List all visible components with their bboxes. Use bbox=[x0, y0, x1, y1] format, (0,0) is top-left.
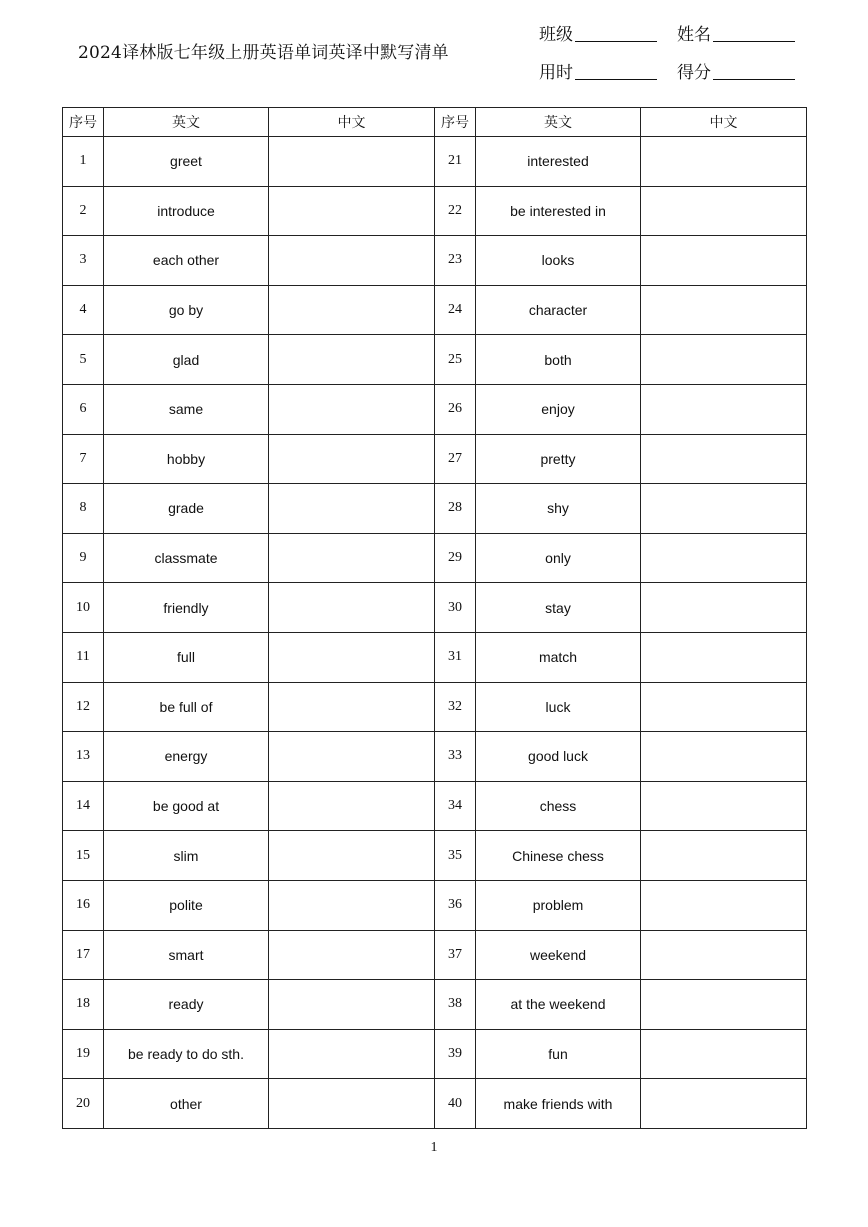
table-row bbox=[63, 732, 807, 782]
name-blank-line[interactable] bbox=[713, 40, 795, 42]
table-row bbox=[63, 682, 807, 732]
number-cell-right: 36 bbox=[435, 880, 476, 930]
chinese-answer-cell-right[interactable] bbox=[641, 880, 807, 930]
english-cell-left: classmate bbox=[104, 533, 269, 583]
english-cell-right: fun bbox=[476, 1029, 641, 1079]
english-cell-left: energy bbox=[104, 732, 269, 782]
table-row bbox=[63, 880, 807, 930]
chinese-answer-cell-right[interactable] bbox=[641, 186, 807, 236]
number-cell-right: 40 bbox=[435, 1079, 476, 1129]
chinese-answer-cell-right[interactable] bbox=[641, 484, 807, 534]
number-cell-right: 27 bbox=[435, 434, 476, 484]
table-row bbox=[63, 930, 807, 980]
number-cell-left: 20 bbox=[63, 1079, 104, 1129]
chinese-answer-cell-left[interactable] bbox=[269, 682, 435, 732]
number-cell-right: 25 bbox=[435, 335, 476, 385]
english-cell-left: glad bbox=[104, 335, 269, 385]
english-cell-left: polite bbox=[104, 880, 269, 930]
number-cell-left: 2 bbox=[63, 186, 104, 236]
english-cell-right: interested bbox=[476, 137, 641, 187]
table-row bbox=[63, 533, 807, 583]
header-number-left: 序号 bbox=[63, 108, 104, 137]
english-cell-left: other bbox=[104, 1079, 269, 1129]
chinese-answer-cell-left[interactable] bbox=[269, 831, 435, 881]
number-cell-right: 35 bbox=[435, 831, 476, 881]
english-cell-left: be full of bbox=[104, 682, 269, 732]
english-cell-right: problem bbox=[476, 880, 641, 930]
chinese-answer-cell-left[interactable] bbox=[269, 533, 435, 583]
number-cell-left: 7 bbox=[63, 434, 104, 484]
chinese-answer-cell-left[interactable] bbox=[269, 335, 435, 385]
chinese-answer-cell-left[interactable] bbox=[269, 980, 435, 1030]
table-row bbox=[63, 781, 807, 831]
chinese-answer-cell-left[interactable] bbox=[269, 1029, 435, 1079]
table-row bbox=[63, 831, 807, 881]
number-cell-left: 1 bbox=[63, 137, 104, 187]
chinese-answer-cell-left[interactable] bbox=[269, 1079, 435, 1129]
table-row bbox=[63, 137, 807, 187]
chinese-answer-cell-left[interactable] bbox=[269, 732, 435, 782]
english-cell-right: chess bbox=[476, 781, 641, 831]
number-cell-left: 19 bbox=[63, 1029, 104, 1079]
number-cell-left: 13 bbox=[63, 732, 104, 782]
english-cell-right: enjoy bbox=[476, 384, 641, 434]
table-row bbox=[63, 384, 807, 434]
english-cell-right: stay bbox=[476, 583, 641, 633]
english-cell-right: only bbox=[476, 533, 641, 583]
english-cell-right: looks bbox=[476, 236, 641, 286]
english-cell-left: full bbox=[104, 632, 269, 682]
english-cell-right: character bbox=[476, 285, 641, 335]
class-blank-line[interactable] bbox=[575, 40, 657, 42]
chinese-answer-cell-right[interactable] bbox=[641, 930, 807, 980]
number-cell-right: 38 bbox=[435, 980, 476, 1030]
chinese-answer-cell-left[interactable] bbox=[269, 434, 435, 484]
chinese-answer-cell-right[interactable] bbox=[641, 533, 807, 583]
number-cell-right: 39 bbox=[435, 1029, 476, 1079]
table-header-row bbox=[63, 108, 807, 137]
time-blank-line[interactable] bbox=[575, 78, 657, 80]
header-english-right: 英文 bbox=[476, 108, 641, 137]
chinese-answer-cell-right[interactable] bbox=[641, 682, 807, 732]
chinese-answer-cell-right[interactable] bbox=[641, 980, 807, 1030]
english-cell-left: go by bbox=[104, 285, 269, 335]
table-row bbox=[63, 186, 807, 236]
english-cell-right: weekend bbox=[476, 930, 641, 980]
table-row bbox=[63, 583, 807, 633]
chinese-answer-cell-right[interactable] bbox=[641, 236, 807, 286]
number-cell-left: 15 bbox=[63, 831, 104, 881]
chinese-answer-cell-right[interactable] bbox=[641, 1079, 807, 1129]
chinese-answer-cell-left[interactable] bbox=[269, 930, 435, 980]
english-cell-left: greet bbox=[104, 137, 269, 187]
chinese-answer-cell-right[interactable] bbox=[641, 781, 807, 831]
table-row bbox=[63, 236, 807, 286]
english-cell-right: be interested in bbox=[476, 186, 641, 236]
chinese-answer-cell-right[interactable] bbox=[641, 1029, 807, 1079]
number-cell-left: 11 bbox=[63, 632, 104, 682]
english-cell-left: smart bbox=[104, 930, 269, 980]
chinese-answer-cell-right[interactable] bbox=[641, 285, 807, 335]
number-cell-left: 5 bbox=[63, 335, 104, 385]
header-number-right: 序号 bbox=[435, 108, 476, 137]
english-cell-left: each other bbox=[104, 236, 269, 286]
score-label: 得分 bbox=[677, 63, 711, 83]
english-cell-right: pretty bbox=[476, 434, 641, 484]
header-english-left: 英文 bbox=[104, 108, 269, 137]
chinese-answer-cell-right[interactable] bbox=[641, 732, 807, 782]
english-cell-left: hobby bbox=[104, 434, 269, 484]
class-field bbox=[539, 20, 657, 45]
page-title: 2024译林版七年级上册英语单词英译中默写清单 bbox=[78, 43, 449, 63]
chinese-answer-cell-right[interactable] bbox=[641, 583, 807, 633]
chinese-answer-cell-left[interactable] bbox=[269, 285, 435, 335]
number-cell-right: 22 bbox=[435, 186, 476, 236]
english-cell-right: match bbox=[476, 632, 641, 682]
number-cell-left: 12 bbox=[63, 682, 104, 732]
chinese-answer-cell-right[interactable] bbox=[641, 137, 807, 187]
english-cell-right: make friends with bbox=[476, 1079, 641, 1129]
number-cell-right: 26 bbox=[435, 384, 476, 434]
english-cell-left: ready bbox=[104, 980, 269, 1030]
number-cell-right: 34 bbox=[435, 781, 476, 831]
english-cell-left: same bbox=[104, 384, 269, 434]
english-cell-left: be ready to do sth. bbox=[104, 1029, 269, 1079]
number-cell-left: 17 bbox=[63, 930, 104, 980]
chinese-answer-cell-right[interactable] bbox=[641, 335, 807, 385]
number-cell-right: 29 bbox=[435, 533, 476, 583]
name-label: 姓名 bbox=[677, 25, 711, 45]
number-cell-left: 18 bbox=[63, 980, 104, 1030]
number-cell-right: 23 bbox=[435, 236, 476, 286]
number-cell-left: 16 bbox=[63, 880, 104, 930]
table-row bbox=[63, 434, 807, 484]
number-cell-left: 4 bbox=[63, 285, 104, 335]
number-cell-left: 3 bbox=[63, 236, 104, 286]
name-field bbox=[677, 20, 795, 45]
page-number: 1 bbox=[430, 1140, 438, 1155]
english-cell-right: luck bbox=[476, 682, 641, 732]
chinese-answer-cell-left[interactable] bbox=[269, 484, 435, 534]
number-cell-left: 9 bbox=[63, 533, 104, 583]
table-row bbox=[63, 1079, 807, 1129]
table-row bbox=[63, 285, 807, 335]
english-cell-left: grade bbox=[104, 484, 269, 534]
english-cell-right: both bbox=[476, 335, 641, 385]
english-cell-left: slim bbox=[104, 831, 269, 881]
header-chinese-left: 中文 bbox=[269, 108, 435, 137]
english-cell-right: at the weekend bbox=[476, 980, 641, 1030]
chinese-answer-cell-left[interactable] bbox=[269, 137, 435, 187]
score-blank-line[interactable] bbox=[713, 78, 795, 80]
number-cell-right: 33 bbox=[435, 732, 476, 782]
table-row bbox=[63, 980, 807, 1030]
number-cell-left: 14 bbox=[63, 781, 104, 831]
english-cell-right: shy bbox=[476, 484, 641, 534]
chinese-answer-cell-right[interactable] bbox=[641, 434, 807, 484]
number-cell-right: 21 bbox=[435, 137, 476, 187]
table-row bbox=[63, 484, 807, 534]
english-cell-right: good luck bbox=[476, 732, 641, 782]
number-cell-right: 32 bbox=[435, 682, 476, 732]
number-cell-left: 10 bbox=[63, 583, 104, 633]
english-cell-left: introduce bbox=[104, 186, 269, 236]
number-cell-right: 37 bbox=[435, 930, 476, 980]
class-label: 班级 bbox=[539, 25, 573, 45]
header-chinese-right: 中文 bbox=[641, 108, 807, 137]
number-cell-left: 6 bbox=[63, 384, 104, 434]
chinese-answer-cell-left[interactable] bbox=[269, 632, 435, 682]
english-cell-left: friendly bbox=[104, 583, 269, 633]
number-cell-right: 31 bbox=[435, 632, 476, 682]
number-cell-left: 8 bbox=[63, 484, 104, 534]
chinese-answer-cell-left[interactable] bbox=[269, 781, 435, 831]
chinese-answer-cell-left[interactable] bbox=[269, 236, 435, 286]
time-label: 用时 bbox=[539, 63, 573, 83]
chinese-answer-cell-right[interactable] bbox=[641, 384, 807, 434]
english-cell-right: Chinese chess bbox=[476, 831, 641, 881]
table-row bbox=[63, 335, 807, 385]
table-row bbox=[63, 1029, 807, 1079]
chinese-answer-cell-right[interactable] bbox=[641, 831, 807, 881]
english-cell-left: be good at bbox=[104, 781, 269, 831]
chinese-answer-cell-left[interactable] bbox=[269, 880, 435, 930]
number-cell-right: 24 bbox=[435, 285, 476, 335]
table-row bbox=[63, 632, 807, 682]
number-cell-right: 30 bbox=[435, 583, 476, 633]
vocabulary-table bbox=[62, 107, 807, 1129]
number-cell-right: 28 bbox=[435, 484, 476, 534]
score-field bbox=[677, 58, 795, 83]
chinese-answer-cell-left[interactable] bbox=[269, 186, 435, 236]
chinese-answer-cell-right[interactable] bbox=[641, 632, 807, 682]
chinese-answer-cell-left[interactable] bbox=[269, 384, 435, 434]
chinese-answer-cell-left[interactable] bbox=[269, 583, 435, 633]
time-field bbox=[539, 58, 657, 83]
